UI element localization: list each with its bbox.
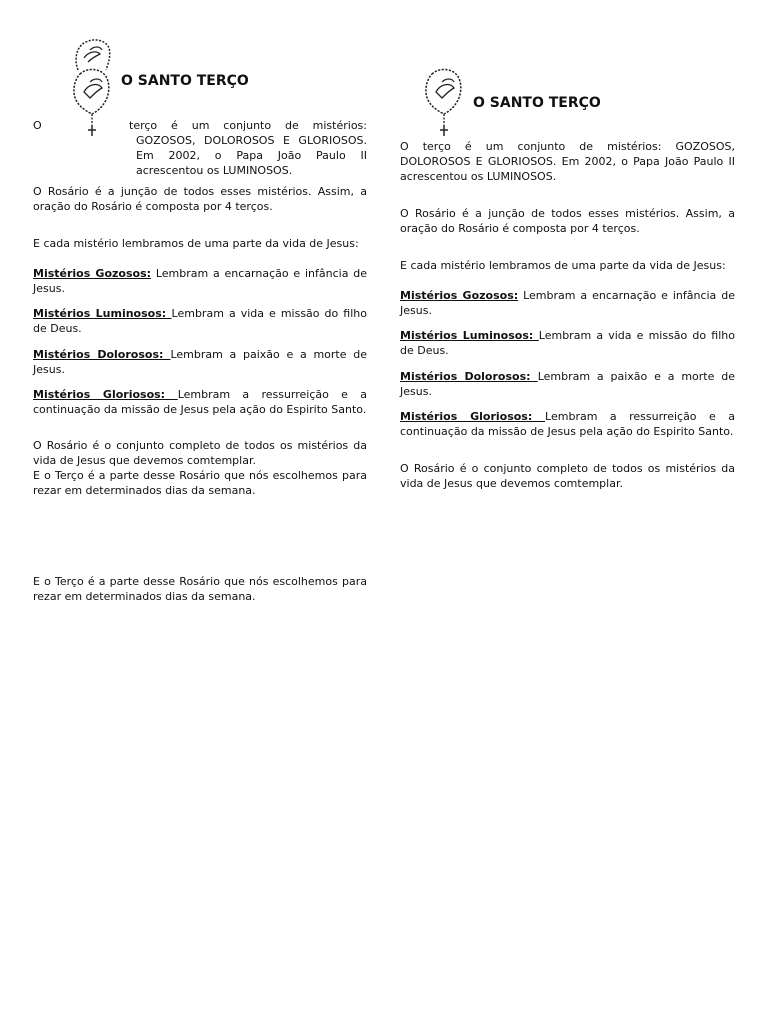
intro-first-word: O [33,119,42,132]
mystery-gloriosos [400,409,735,439]
mystery-text: Lembram a encarnação e infância de Jesus. [33,267,367,295]
mystery-text: Lembram a ressurreição e a continuação da missão de Jesus pela ação do Espirito Santo. [33,388,367,416]
terco-parte-paragraph: E o Terço é a parte desse Rosário que nós escolhemos para rezar em determinados dias da semana. [33,469,367,497]
mystery-term: Mistérios Gloriosos: [33,388,178,401]
page-title: O SANTO TERÇO [121,73,249,89]
mystery-term: Mistérios Luminosos: [400,329,539,342]
mystery-text: Lembram a encarnação e infância de Jesus. [400,289,735,317]
mystery-luminosos [33,306,367,336]
mystery-text: Lembram a ressurreição e a continuação da missão de Jesus pela ação do Espirito Santo. [400,410,735,438]
mystery-term: Mistérios Gozosos: [400,289,519,302]
rosary-illustration [420,66,468,138]
mystery-gloriosos [33,387,367,417]
mystery-text: Lembram a vida e missão do filho de Deus. [33,307,367,335]
cada-misterio-paragraph: E cada mistério lembramos de uma parte da vida de Jesus: [33,237,359,250]
mystery-gozosos [400,288,735,318]
mystery-term: Mistérios Luminosos: [33,307,172,320]
mystery-term: Mistérios Dolorosos: [400,370,538,383]
mystery-luminosos [400,328,735,358]
page-title: O SANTO TERÇO [473,95,601,111]
conjunto-paragraph: O Rosário é o conjunto completo de todos os mistérios da vida de Jesus que devemos comtemplar. [400,462,735,490]
cada-misterio-paragraph: E cada mistério lembramos de uma parte da vida de Jesus: [400,259,726,272]
mystery-text: Lembram a paixão e a morte de Jesus. [400,370,735,398]
rosario-paragraph: O Rosário é a junção de todos esses mistérios. Assim, a oração do Rosário é composta por 4 terços. [400,207,735,235]
intro-paragraph [33,118,367,178]
intro-paragraph: O terço é um conjunto de mistérios: GOZOSOS, DOLOROSOS E GLORIOSOS. Em 2002, o Papa João Paulo II acrescentou os LUMINOSOS. [400,140,735,183]
mystery-term: Mistérios Gozosos: [33,267,152,280]
mystery-term: Mistérios Gloriosos: [400,410,546,423]
mystery-gozosos [33,266,367,296]
mystery-dolorosos [400,369,735,399]
intro-line-1: terço é um conjunto de mistérios: [129,119,367,132]
intro-continuation: GOZOSOS, DOLOROSOS E GLORIOSOS. Em 2002, o Papa João Paulo II acrescentou os LUMINOSOS. [136,134,367,177]
rosario-paragraph: O Rosário é a junção de todos esses mistérios. Assim, a oração do Rosário é composta por 4 terços. [33,185,367,213]
terco-parte-paragraph-repeat: E o Terço é a parte desse Rosário que nós escolhemos para rezar em determinados dias da semana. [33,575,367,603]
conjunto-paragraph: O Rosário é o conjunto completo de todos os mistérios da vida de Jesus que devemos comtemplar. [33,439,367,467]
mystery-dolorosos [33,347,367,377]
mystery-text: Lembram a paixão e a morte de Jesus. [33,348,367,376]
mystery-text: Lembram a vida e missão do filho de Deus. [400,329,735,357]
mystery-term: Mistérios Dolorosos: [33,348,171,361]
